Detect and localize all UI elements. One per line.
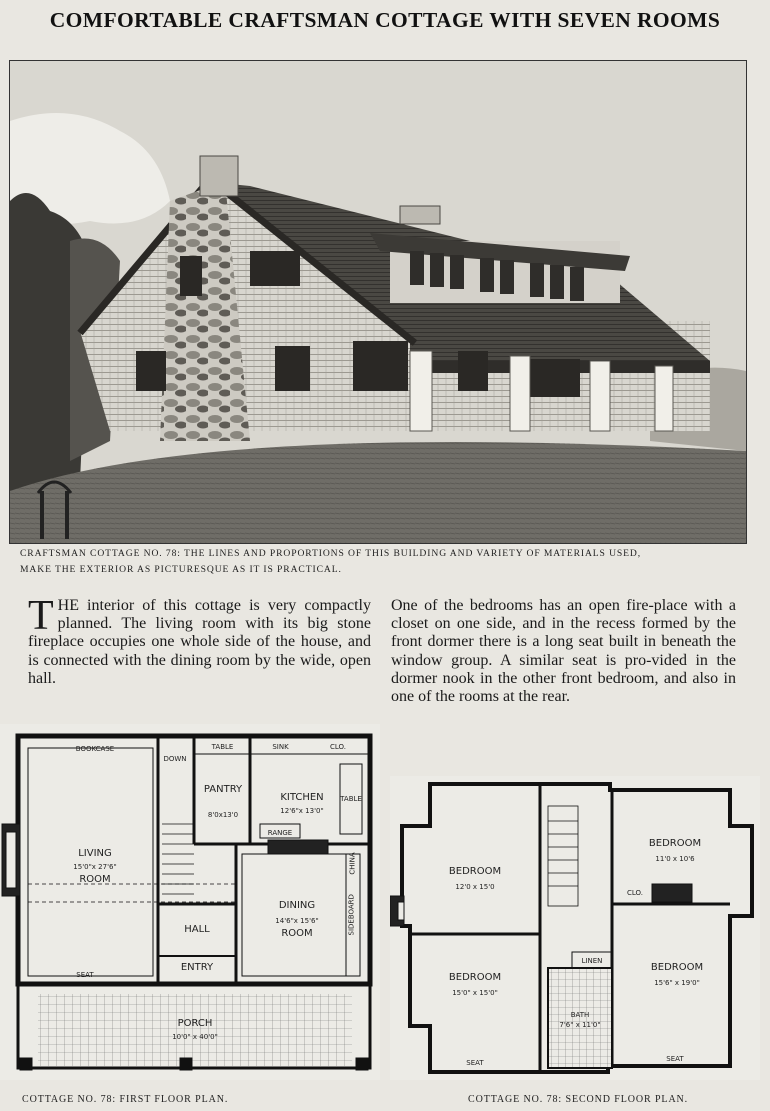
seat-label-left: SEAT [466,1059,484,1067]
living-size: 15'0"x 27'6" [73,863,117,871]
pantry-label: PANTRY [203,784,243,795]
linen-label: LINEN [581,957,603,965]
bedroom-sw-label: BEDROOM [448,972,502,983]
seat-label-right: SEAT [666,1055,684,1063]
bath-label: BATH [570,1011,590,1019]
bedroom-ne-size: 11'0 x 10'6 [655,855,695,863]
porch-size: 10'0" x 40'0" [172,1033,218,1041]
drop-cap: T [28,593,54,639]
entry-label: ENTRY [180,962,214,973]
cottage-illustration [10,61,746,543]
second-floor-caption: COTTAGE NO. 78: SECOND FLOOR PLAN. [468,1094,689,1105]
dining-label: DINING [278,900,316,911]
first-floor-caption: COTTAGE NO. 78: FIRST FLOOR PLAN. [22,1094,229,1105]
article-left-text: HE interior of this cottage is very compactly planned. The living room with its big stone fireplace occupies one whole side of the house, and is connected with the dining room by the wide, open hall. [28,597,371,687]
sideboard-label: SIDEBOARD [347,894,356,936]
sink-label: SINK [272,743,289,751]
first-floor-plan [0,724,380,1080]
bedroom-sw-size: 15'0" x 15'0" [452,989,498,997]
kitchen-size: 12'6"x 13'0" [280,807,324,815]
dining-size: 14'6"x 15'6" [275,917,319,925]
bedroom-ne-label: BEDROOM [648,838,702,849]
pantry-size: 8'0x13'0 [207,811,239,819]
table-label: TABLE [211,743,234,751]
bedroom-se-label: BEDROOM [650,962,704,973]
kitchen-table-label: TABLE [340,795,362,803]
photo-caption [20,546,755,578]
bookcase-label: BOOKCASE [75,745,115,753]
hall-label: HALL [184,924,210,935]
bedroom-nw-size: 12'0 x 15'0 [455,883,495,891]
porch-label: PORCH [177,1018,213,1029]
article-right-column: One of the bedrooms has an open fire-place with a closet on one side, and in the recess formed by the front dormer there is a long seat built in beneath the window group. A similar seat is pro-vided in the dormer nook in the other front bedroom, and also in one of the rooms at the rear. [391,597,736,706]
dining-room-label: ROOM [281,928,313,939]
second-floor-plan [390,776,760,1080]
bedroom-se-size: 15'6" x 19'0" [654,979,700,987]
bedroom-nw-label: BEDROOM [448,866,502,877]
clo-label: CLO. [330,743,346,751]
china-label: CHINA [348,852,357,875]
bath-size: 7'6" x 11'0" [559,1021,601,1029]
clo-label: CLO. [627,889,643,897]
down-label: DOWN [163,755,187,763]
photo-caption-line1: CRAFTSMAN COTTAGE NO. 78: THE LINES AND PROPORTIONS OF THIS BUILDING AND VARIETY OF MATERIALS USED, [20,548,642,559]
article-left-column [28,593,371,688]
photo-caption-line2: MAKE THE EXTERIOR AS PICTURESQUE AS IT IS PRACTICAL. [20,564,342,575]
living-label: LIVING [78,848,112,859]
cottage-photo [9,60,747,544]
range-label: RANGE [267,829,293,837]
page-title: COMFORTABLE CRAFTSMAN COTTAGE WITH SEVEN ROOMS [49,8,721,32]
kitchen-label: KITCHEN [280,792,324,803]
second-floor-drawing [390,776,760,1080]
living-room-label: ROOM [79,874,111,885]
seat-label: SEAT [76,971,94,979]
